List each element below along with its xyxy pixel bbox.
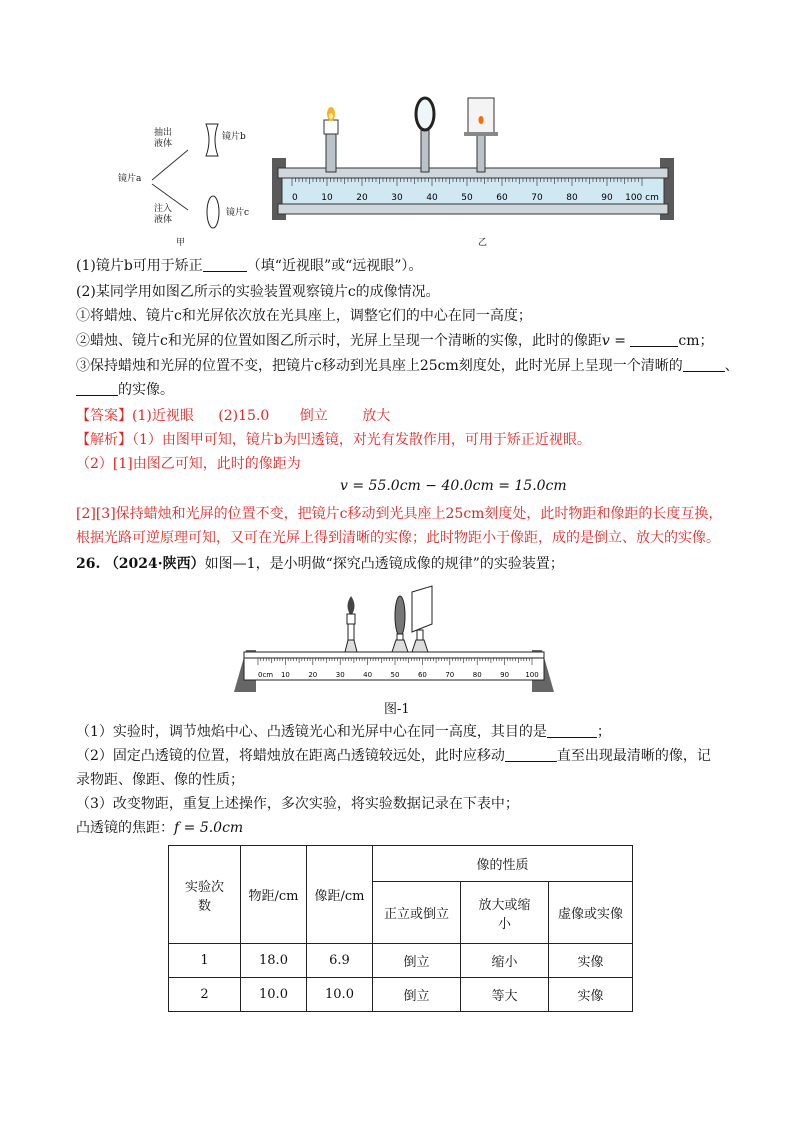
optical-bench-yi bbox=[268, 92, 688, 250]
cell-object-distance: 10.0 bbox=[241, 978, 307, 1012]
header-trial: 实验次 数 bbox=[169, 846, 241, 944]
q26-part2: （2）固定凸透镜的位置，将蜡烛放在距离凸透镜较远处，此时应移动 直至出现最清晰的像，记 bbox=[76, 748, 711, 764]
ruler-yi-tick-label: 70 bbox=[531, 193, 543, 203]
ruler-fig1-tick-label: 100 bbox=[525, 671, 539, 679]
focal-length-line: 凸透镜的焦距：f = 5.0cm bbox=[76, 820, 244, 836]
analysis-line-3: [2][3]保持蜡烛和光屏的位置不变，把镜片c移动到光具座上25cm刻度处，此时物距和像距的长度互换， bbox=[76, 506, 723, 522]
analysis-formula: v = 55.0cm − 40.0cm = 15.0cm bbox=[340, 478, 567, 494]
figure-1-caption: 图-1 bbox=[384, 702, 410, 717]
q25-part2: (2)某同学用如图乙所示的实验装置观察镜片c的成像情况。 bbox=[76, 284, 440, 300]
cell-image-kind: 实像 bbox=[549, 944, 633, 978]
cell-orientation: 倒立 bbox=[373, 944, 461, 978]
blank-1[interactable] bbox=[203, 257, 247, 272]
inject-liquid-label: 注入 液体 bbox=[154, 204, 173, 225]
cell-image-distance: 10.0 bbox=[307, 978, 373, 1012]
ruler-yi-tick-label: 100 cm bbox=[625, 193, 659, 203]
figure-1 bbox=[232, 584, 556, 696]
ruler-yi-tick-label: 80 bbox=[566, 193, 578, 203]
header-image-kind: 虚像或实像 bbox=[549, 882, 633, 944]
q25-step3-cont: 的实像。 bbox=[76, 380, 174, 400]
lens-a-label: 镜片a bbox=[118, 174, 142, 184]
ruler-fig1-tick-label: 40 bbox=[363, 671, 373, 679]
cell-size: 缩小 bbox=[461, 944, 549, 978]
blank-orientation[interactable] bbox=[683, 357, 725, 372]
q26-part3: （3）改变物距，重复上述操作，多次实验，将实验数据记录在下表中； bbox=[76, 796, 519, 812]
analysis-line-1: 【解析】（1）由图甲可知，镜片b为凹透镜，对光有发散作用，可用于矫正近视眼。 bbox=[76, 432, 591, 448]
ruler-yi-tick-label: 10 bbox=[321, 193, 333, 203]
cell-orientation: 倒立 bbox=[373, 978, 461, 1012]
ruler-fig1-tick-label: 20 bbox=[308, 671, 318, 679]
q25-part1: (1)镜片b可用于矫正 （填“近视眼”或“远视眼”）。 bbox=[76, 258, 423, 274]
q26-heading: 26. （2024·陕西）如图—1，是小明做“探究凸透镜成像的规律”的实验装置； bbox=[76, 556, 564, 572]
figure-jia bbox=[110, 118, 260, 250]
concave-lens-b bbox=[206, 124, 218, 156]
blank-purpose[interactable] bbox=[547, 723, 597, 738]
ruler-fig1-tick-label: 50 bbox=[390, 671, 400, 679]
ruler-fig1-tick-label: 30 bbox=[335, 671, 345, 679]
optical-bench-1 bbox=[232, 584, 556, 696]
table-row bbox=[169, 978, 633, 1012]
header-orientation: 正立或倒立 bbox=[373, 882, 461, 944]
blank-size[interactable] bbox=[76, 381, 118, 396]
ruler-yi-tick-label: 0 bbox=[292, 193, 298, 203]
ruler-fig1-tick-label: 10 bbox=[280, 671, 290, 679]
ruler-yi-tick-label: 60 bbox=[496, 193, 508, 203]
q25-step1: ①将蜡烛、镜片c和光屏依次放在光具座上，调整它们的中心在同一高度； bbox=[76, 308, 532, 324]
blank-move-object[interactable] bbox=[505, 747, 557, 762]
cell-image-distance: 6.9 bbox=[307, 944, 373, 978]
blank-image-distance[interactable] bbox=[630, 332, 678, 347]
answer-line: 【答案】(1)近视眼 (2)15.0 倒立 放大 bbox=[76, 408, 391, 424]
ruler-fig1-tick-label: 0cm bbox=[258, 671, 274, 679]
cell-trial: 1 bbox=[169, 944, 241, 978]
table-row bbox=[169, 944, 633, 978]
q25-step3: ③保持蜡烛和光屏的位置不变，把镜片c移动到光具座上25cm刻度处，此时光屏上呈现一个清晰的 、 bbox=[76, 358, 739, 374]
experiment-table bbox=[168, 845, 633, 1012]
header-image-nature: 像的性质 bbox=[373, 846, 633, 882]
q25-step2: ②蜡烛、镜片c和光屏的位置如图乙所示时，光屏上呈现一个清晰的实像，此时的像距v = cm； bbox=[76, 333, 714, 349]
ruler-yi-tick-label: 40 bbox=[426, 193, 438, 203]
header-image-distance: 像距/cm bbox=[307, 846, 373, 944]
q26-part1: （1）实验时，调节烛焰中心、凸透镜光心和光屏中心在同一高度，其目的是 ； bbox=[76, 724, 611, 740]
header-size: 放大或缩 小 bbox=[461, 882, 549, 944]
convex-lens-c bbox=[207, 196, 219, 228]
cell-object-distance: 18.0 bbox=[241, 944, 307, 978]
figure-yi-label: 乙 bbox=[478, 238, 488, 248]
figure-yi bbox=[268, 92, 688, 250]
ruler-yi-tick-label: 90 bbox=[601, 193, 613, 203]
ruler-fig1-tick-label: 60 bbox=[417, 671, 427, 679]
lens-c-label: 镜片c bbox=[226, 208, 250, 218]
cell-image-kind: 实像 bbox=[549, 978, 633, 1012]
cell-size: 等大 bbox=[461, 978, 549, 1012]
lens-b-label: 镜片b bbox=[222, 132, 246, 142]
analysis-line-4: 根据光路可逆原理可知，又可在光屏上得到清晰的实像；此时物距小于像距，成的是倒立、放大的实像。 bbox=[76, 530, 720, 546]
ruler-yi-tick-label: 50 bbox=[461, 193, 473, 203]
extract-liquid-label: 抽出 液体 bbox=[154, 128, 173, 149]
ruler-fig1-tick-label: 70 bbox=[445, 671, 455, 679]
ruler-yi-tick-label: 20 bbox=[356, 193, 368, 203]
q26-part2-cont: 录物距、像距、像的性质； bbox=[76, 772, 244, 788]
ruler-fig1-tick-label: 80 bbox=[472, 671, 482, 679]
figure-jia-label: 甲 bbox=[176, 238, 186, 248]
header-object-distance: 物距/cm bbox=[241, 846, 307, 944]
ruler-fig1-tick-label: 90 bbox=[500, 671, 510, 679]
analysis-line-2: （2）[1]由图乙可知，此时的像距为 bbox=[76, 456, 301, 472]
cell-trial: 2 bbox=[169, 978, 241, 1012]
ruler-yi-tick-label: 30 bbox=[391, 193, 403, 203]
